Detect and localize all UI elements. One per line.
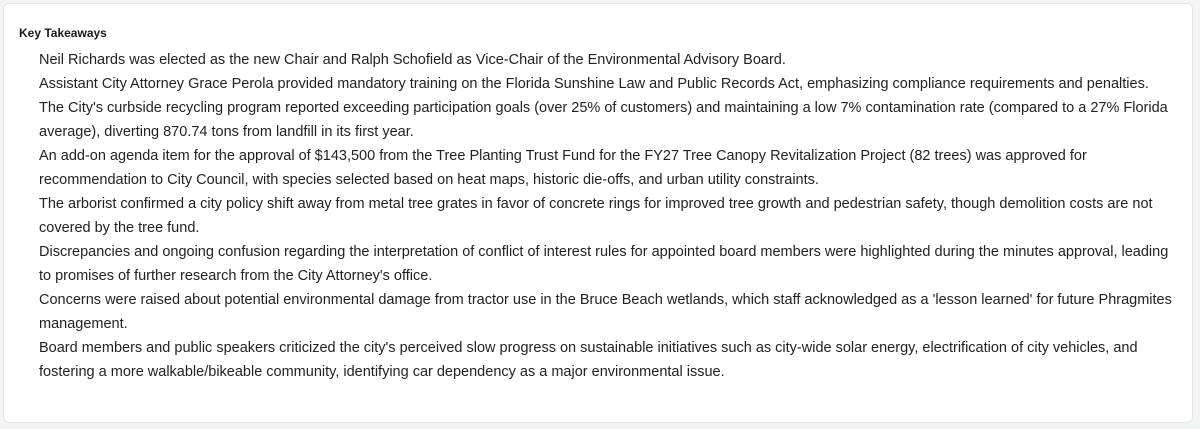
list-item: Neil Richards was elected as the new Chair and Ralph Schofield as Vice-Chair of the Environmental Advisory Board.	[39, 52, 786, 68]
takeaways-list	[39, 48, 1179, 384]
panel-title: Key Takeaways	[19, 26, 107, 40]
list-item: The City's curbside recycling program reported exceeding participation goals (over 25% of customers) and maintaining a low 7% contamination rate (compared to a 27% Florida average), diverting 870.74 tons from landfill in its first year.	[39, 100, 1168, 140]
list-item: Assistant City Attorney Grace Perola provided mandatory training on the Florida Sunshine Law and Public Records Act, emphasizing compliance requirements and penalties.	[39, 76, 1149, 92]
list-item: Board members and public speakers criticized the city's perceived slow progress on sustainable initiatives such as city-wide solar energy, electrification of city vehicles, and fostering a more walkable/bikeable community, identifying car dependency as a major environmental issue.	[39, 340, 1138, 380]
list-item: The arborist confirmed a city policy shift away from metal tree grates in favor of concrete rings for improved tree growth and pedestrian safety, though demolition costs are not covered by the tree fund.	[39, 196, 1153, 236]
list-item: An add-on agenda item for the approval of $143,500 from the Tree Planting Trust Fund for the FY27 Tree Canopy Revitalization Project (82 trees) was approved for recommendation to City Council, with species selected based on heat maps, historic die-offs, and urban utility constraints.	[39, 148, 1087, 188]
list-item: Concerns were raised about potential environmental damage from tractor use in the Bruce Beach wetlands, which staff acknowledged as a 'lesson learned' for future Phragmites management.	[39, 292, 1172, 332]
list-item: Discrepancies and ongoing confusion regarding the interpretation of conflict of interest rules for appointed board members were highlighted during the minutes approval, leading to promises of further research from the City Attorney's office.	[39, 244, 1169, 284]
key-takeaways-panel	[3, 3, 1193, 423]
